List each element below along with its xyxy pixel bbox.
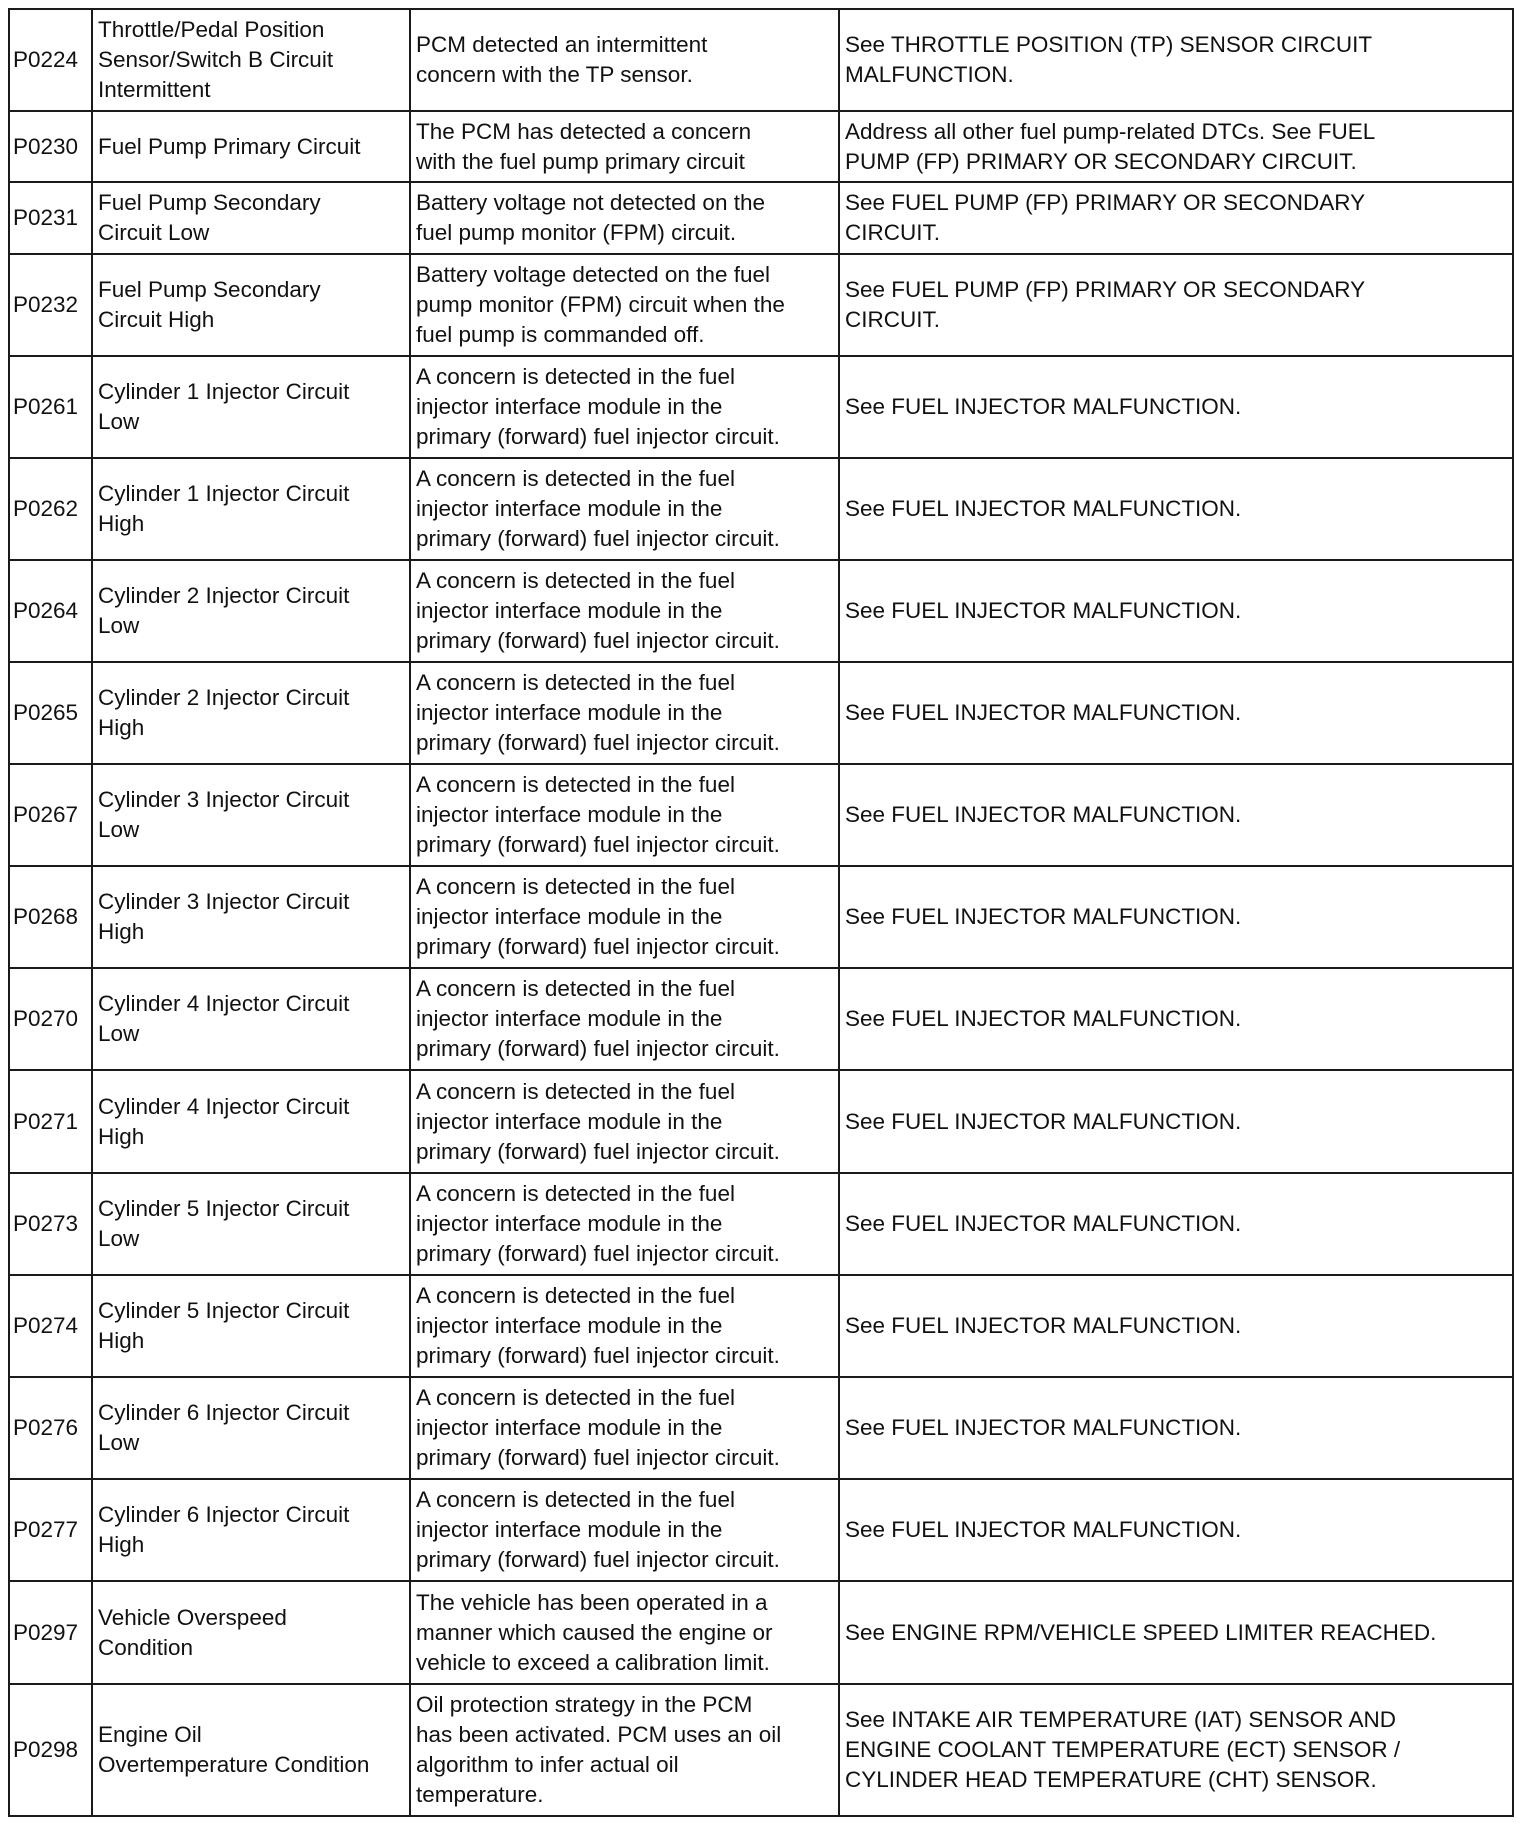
dtc-code: P0273 [13, 1211, 79, 1236]
dtc-action: See INTAKE AIR TEMPERATURE (IAT) SENSOR AND ENGINE COOLANT TEMPERATURE (ECT) SENSOR / CYLINDER HEAD TEMPERATURE (CHT) SENSOR. [845, 1707, 1401, 1792]
dtc-code-cell [9, 662, 92, 764]
condition-cell [410, 1581, 839, 1684]
description-cell [92, 1479, 410, 1581]
action-cell [839, 356, 1513, 458]
action-cell [839, 182, 1513, 254]
dtc-code-cell [9, 9, 92, 111]
dtc-table [8, 8, 1514, 1817]
dtc-page [8, 8, 1512, 1817]
action-cell [839, 560, 1513, 662]
dtc-action: See FUEL INJECTOR MALFUNCTION. [845, 496, 1242, 521]
dtc-code-cell [9, 560, 92, 662]
condition-cell [410, 662, 839, 764]
dtc-description: Cylinder 2 Injector Circuit Low [98, 583, 350, 638]
dtc-description: Cylinder 1 Injector Circuit High [98, 481, 350, 536]
dtc-code: P0276 [13, 1415, 79, 1440]
dtc-condition: A concern is detected in the fuel injector interface module in the primary (forward) fuel injector circuit. [416, 976, 780, 1061]
dtc-code-cell [9, 356, 92, 458]
dtc-action: See FUEL INJECTOR MALFUNCTION. [845, 394, 1242, 419]
description-cell [92, 1684, 410, 1816]
dtc-action: See FUEL INJECTOR MALFUNCTION. [845, 802, 1242, 827]
action-cell [839, 968, 1513, 1070]
table-row [9, 1684, 1513, 1816]
dtc-action: See ENGINE RPM/VEHICLE SPEED LIMITER REACHED. [845, 1619, 1437, 1645]
dtc-condition: Oil protection strategy in the PCM has been activated. PCM uses an oil algorithm to infer actual oil temperature. [416, 1692, 782, 1807]
dtc-description: Cylinder 6 Injector Circuit Low [98, 1400, 350, 1455]
dtc-description: Cylinder 1 Injector Circuit Low [98, 379, 350, 434]
dtc-code: P0224 [13, 47, 79, 72]
condition-cell [410, 111, 839, 182]
dtc-action: See FUEL INJECTOR MALFUNCTION. [845, 1006, 1242, 1031]
dtc-action: See THROTTLE POSITION (TP) SENSOR CIRCUIT MALFUNCTION. [845, 32, 1373, 87]
table-row [9, 1479, 1513, 1581]
dtc-condition: A concern is detected in the fuel injector interface module in the primary (forward) fuel injector circuit. [416, 364, 780, 449]
dtc-description: Cylinder 4 Injector Circuit Low [98, 991, 350, 1046]
condition-cell [410, 1479, 839, 1581]
dtc-code: P0232 [13, 292, 79, 317]
dtc-action: See FUEL INJECTOR MALFUNCTION. [845, 1108, 1242, 1134]
dtc-description: Cylinder 4 Injector Circuit High [98, 1093, 350, 1149]
dtc-code-cell [9, 1173, 92, 1275]
description-cell [92, 1377, 410, 1479]
dtc-action: See FUEL INJECTOR MALFUNCTION. [845, 904, 1242, 929]
dtc-code: P0265 [13, 700, 79, 725]
dtc-condition: A concern is detected in the fuel injector interface module in the primary (forward) fuel injector circuit. [416, 1283, 780, 1368]
dtc-code-cell [9, 254, 92, 356]
condition-cell [410, 1684, 839, 1816]
dtc-description: Fuel Pump Primary Circuit [98, 133, 361, 159]
dtc-description: Cylinder 5 Injector Circuit High [98, 1298, 350, 1353]
dtc-description: Engine Oil Overtemperature Condition [98, 1722, 370, 1777]
table-row [9, 111, 1513, 182]
description-cell [92, 764, 410, 866]
action-cell [839, 662, 1513, 764]
action-cell [839, 866, 1513, 968]
dtc-code-cell [9, 1070, 92, 1173]
dtc-code-cell [9, 1275, 92, 1377]
action-cell [839, 254, 1513, 356]
condition-cell [410, 1070, 839, 1173]
dtc-condition: PCM detected an intermittent concern with the TP sensor. [416, 32, 708, 87]
condition-cell [410, 560, 839, 662]
action-cell [839, 1479, 1513, 1581]
dtc-condition: A concern is detected in the fuel injector interface module in the primary (forward) fuel injector circuit. [416, 1181, 780, 1266]
dtc-action: See FUEL INJECTOR MALFUNCTION. [845, 1415, 1242, 1440]
dtc-description: Throttle/Pedal Position Sensor/Switch B Circuit Intermittent [98, 17, 334, 102]
dtc-condition: The PCM has detected a concern with the fuel pump primary circuit [416, 118, 752, 174]
dtc-action: See FUEL PUMP (FP) PRIMARY OR SECONDARY CIRCUIT. [845, 190, 1366, 245]
description-cell [92, 9, 410, 111]
description-cell [92, 968, 410, 1070]
action-cell [839, 1275, 1513, 1377]
condition-cell [410, 1173, 839, 1275]
description-cell [92, 1581, 410, 1684]
dtc-action: See FUEL INJECTOR MALFUNCTION. [845, 1313, 1242, 1338]
description-cell [92, 458, 410, 560]
condition-cell [410, 356, 839, 458]
description-cell [92, 356, 410, 458]
dtc-code: P0298 [13, 1737, 79, 1762]
action-cell [839, 1684, 1513, 1816]
dtc-action: See FUEL INJECTOR MALFUNCTION. [845, 700, 1242, 725]
dtc-condition: Battery voltage not detected on the fuel pump monitor (FPM) circuit. [416, 190, 765, 245]
action-cell [839, 1581, 1513, 1684]
dtc-code-cell [9, 1684, 92, 1816]
description-cell [92, 1070, 410, 1173]
dtc-action: See FUEL PUMP (FP) PRIMARY OR SECONDARY CIRCUIT. [845, 277, 1366, 332]
dtc-code: P0277 [13, 1517, 79, 1542]
dtc-code-cell [9, 764, 92, 866]
dtc-condition: A concern is detected in the fuel injector interface module in the primary (forward) fuel injector circuit. [416, 772, 780, 857]
dtc-code: P0261 [13, 394, 79, 419]
action-cell [839, 1377, 1513, 1479]
dtc-description: Cylinder 5 Injector Circuit Low [98, 1196, 350, 1251]
table-row [9, 1581, 1513, 1684]
dtc-code-cell [9, 1581, 92, 1684]
table-row [9, 1275, 1513, 1377]
dtc-code-cell [9, 1479, 92, 1581]
dtc-description: Fuel Pump Secondary Circuit High [98, 277, 321, 332]
dtc-code-cell [9, 1377, 92, 1479]
table-row [9, 9, 1513, 111]
dtc-code-cell [9, 968, 92, 1070]
dtc-code-cell [9, 111, 92, 182]
action-cell [839, 111, 1513, 182]
description-cell [92, 111, 410, 182]
action-cell [839, 458, 1513, 560]
dtc-condition: A concern is detected in the fuel injector interface module in the primary (forward) fuel injector circuit. [416, 1487, 780, 1572]
table-row [9, 560, 1513, 662]
dtc-action: See FUEL INJECTOR MALFUNCTION. [845, 1211, 1242, 1236]
condition-cell [410, 1377, 839, 1479]
condition-cell [410, 1275, 839, 1377]
dtc-condition: A concern is detected in the fuel injector interface module in the primary (forward) fuel injector circuit. [416, 670, 780, 755]
dtc-code-cell [9, 458, 92, 560]
condition-cell [410, 254, 839, 356]
condition-cell [410, 866, 839, 968]
dtc-description: Cylinder 6 Injector Circuit High [98, 1502, 350, 1557]
dtc-code: P0230 [13, 133, 79, 159]
action-cell [839, 1173, 1513, 1275]
description-cell [92, 1275, 410, 1377]
description-cell [92, 254, 410, 356]
dtc-condition: A concern is detected in the fuel injector interface module in the primary (forward) fuel injector circuit. [416, 466, 780, 551]
action-cell [839, 1070, 1513, 1173]
dtc-code: P0231 [13, 205, 79, 230]
condition-cell [410, 968, 839, 1070]
dtc-code: P0268 [13, 904, 79, 929]
dtc-code: P0297 [13, 1619, 79, 1645]
table-row [9, 458, 1513, 560]
condition-cell [410, 458, 839, 560]
dtc-description: Cylinder 2 Injector Circuit High [98, 685, 350, 740]
table-row [9, 764, 1513, 866]
dtc-condition: A concern is detected in the fuel injector interface module in the primary (forward) fuel injector circuit. [416, 1078, 780, 1164]
dtc-condition: Battery voltage detected on the fuel pump monitor (FPM) circuit when the fuel pump is commanded off. [416, 262, 785, 347]
condition-cell [410, 764, 839, 866]
action-cell [839, 764, 1513, 866]
dtc-condition: A concern is detected in the fuel injector interface module in the primary (forward) fuel injector circuit. [416, 568, 780, 653]
dtc-description: Cylinder 3 Injector Circuit Low [98, 787, 350, 842]
dtc-description: Vehicle Overspeed Condition [98, 1604, 287, 1660]
dtc-code: P0271 [13, 1108, 79, 1134]
table-row [9, 866, 1513, 968]
dtc-action: Address all other fuel pump-related DTCs. See FUEL PUMP (FP) PRIMARY OR SECONDARY CIRCUIT. [845, 118, 1376, 174]
description-cell [92, 866, 410, 968]
description-cell [92, 560, 410, 662]
description-cell [92, 1173, 410, 1275]
dtc-description: Cylinder 3 Injector Circuit High [98, 889, 350, 944]
table-row [9, 182, 1513, 254]
dtc-code: P0267 [13, 802, 79, 827]
dtc-code-cell [9, 866, 92, 968]
dtc-action: See FUEL INJECTOR MALFUNCTION. [845, 598, 1242, 623]
table-row [9, 662, 1513, 764]
table-row [9, 1173, 1513, 1275]
table-row [9, 1070, 1513, 1173]
table-row [9, 968, 1513, 1070]
table-row [9, 356, 1513, 458]
description-cell [92, 182, 410, 254]
dtc-code: P0274 [13, 1313, 79, 1338]
dtc-code: P0270 [13, 1006, 79, 1031]
dtc-code-cell [9, 182, 92, 254]
dtc-code: P0264 [13, 598, 79, 623]
dtc-code: P0262 [13, 496, 79, 521]
condition-cell [410, 182, 839, 254]
dtc-description: Fuel Pump Secondary Circuit Low [98, 190, 321, 245]
dtc-action: See FUEL INJECTOR MALFUNCTION. [845, 1517, 1242, 1542]
condition-cell [410, 9, 839, 111]
table-row [9, 1377, 1513, 1479]
dtc-condition: A concern is detected in the fuel injector interface module in the primary (forward) fuel injector circuit. [416, 1385, 780, 1470]
dtc-condition: The vehicle has been operated in a manner which caused the engine or vehicle to exceed a calibration limit. [416, 1589, 773, 1675]
action-cell [839, 9, 1513, 111]
description-cell [92, 662, 410, 764]
dtc-condition: A concern is detected in the fuel injector interface module in the primary (forward) fuel injector circuit. [416, 874, 780, 959]
table-row [9, 254, 1513, 356]
